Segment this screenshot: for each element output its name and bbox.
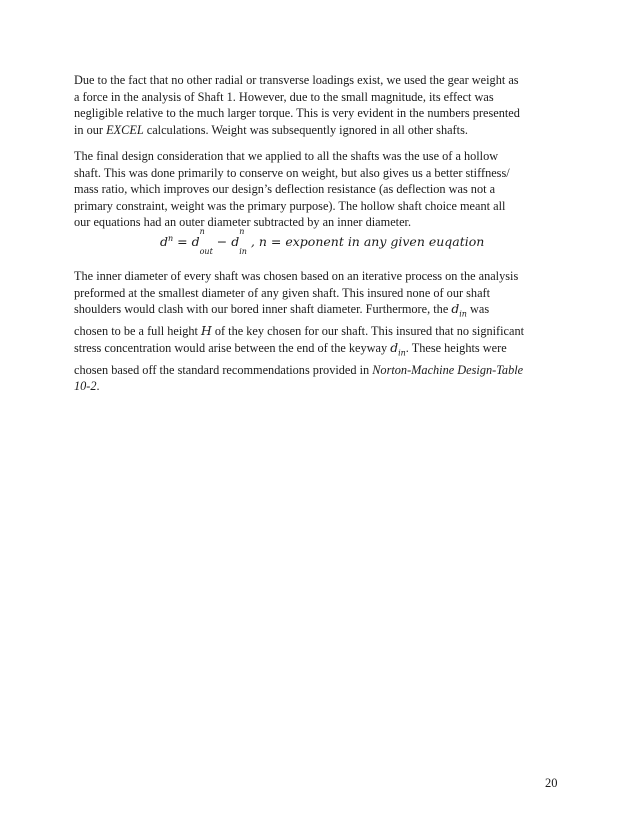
text-line: The final design consideration that we applied to all the shafts was the use of a hollow (74, 149, 499, 163)
page-number: 20 (545, 776, 558, 790)
text-line: in our EXCEL calculations. Weight was subsequently ignored in all other shafts. (74, 122, 468, 137)
paragraph-hollow-shaft (74, 148, 574, 231)
text-line: chosen based off the standard recommendations provided in Norton-Machine Design-Table (74, 362, 524, 377)
text-line: a force in the analysis of Shaft 1. However, due to the small magnitude, its effect was (74, 89, 494, 104)
text-line: shaft. This was done primarily to conserve on weight, but also gives us a better stiffness/ (74, 165, 510, 180)
inner-diameter-symbol: $d_{in}$ (390, 340, 406, 358)
inner-diameter-symbol: $d_{in}$ (451, 302, 467, 319)
text-line: chosen to be a full height H of the key chosen for our shaft. This insured that no significant (74, 324, 525, 339)
reference-citation: Norton-Machine Design-Table (372, 362, 524, 377)
text-line: stress concentration would arise between the end of the keyway $d_{in}$. These heights were (74, 340, 507, 358)
text-line: our equations had an outer diameter subtracted by an inner diameter. (74, 215, 412, 230)
text-line: mass ratio, which improves our design’s deflection resistance (as deflection was not a (74, 182, 496, 197)
paragraph-inner-diameter (74, 268, 574, 395)
reference-citation: 10-2 (74, 379, 97, 394)
excel-emphasis: EXCEL (106, 122, 144, 137)
hollow-shaft-equation: $d^n = d$ n $_{out}$ − d n $_{in}$ , n = exponent in any given euqation (160, 227, 485, 256)
key-height-symbol: H (201, 324, 212, 339)
text-line: shoulders would clash with our bored inner shaft diameter. Furthermore, the $d_{in}$ was (74, 302, 490, 319)
text-line: primary constraint, weight was the primary purpose). The hollow shaft choice meant all (74, 198, 506, 213)
paragraph-gear-weight (74, 72, 574, 138)
text-line: 10-2. (74, 379, 100, 394)
text-line: preformed at the smallest diameter of any given shaft. This insured none of our shaft (74, 285, 491, 300)
text-line: The inner diameter of every shaft was chosen based on an iterative process on the analysis (74, 269, 519, 283)
text-line: negligible relative to the much larger torque. This is very evident in the numbers presented (74, 106, 520, 121)
text-line: Due to the fact that no other radial or transverse loadings exist, we used the gear weight as (74, 73, 519, 87)
